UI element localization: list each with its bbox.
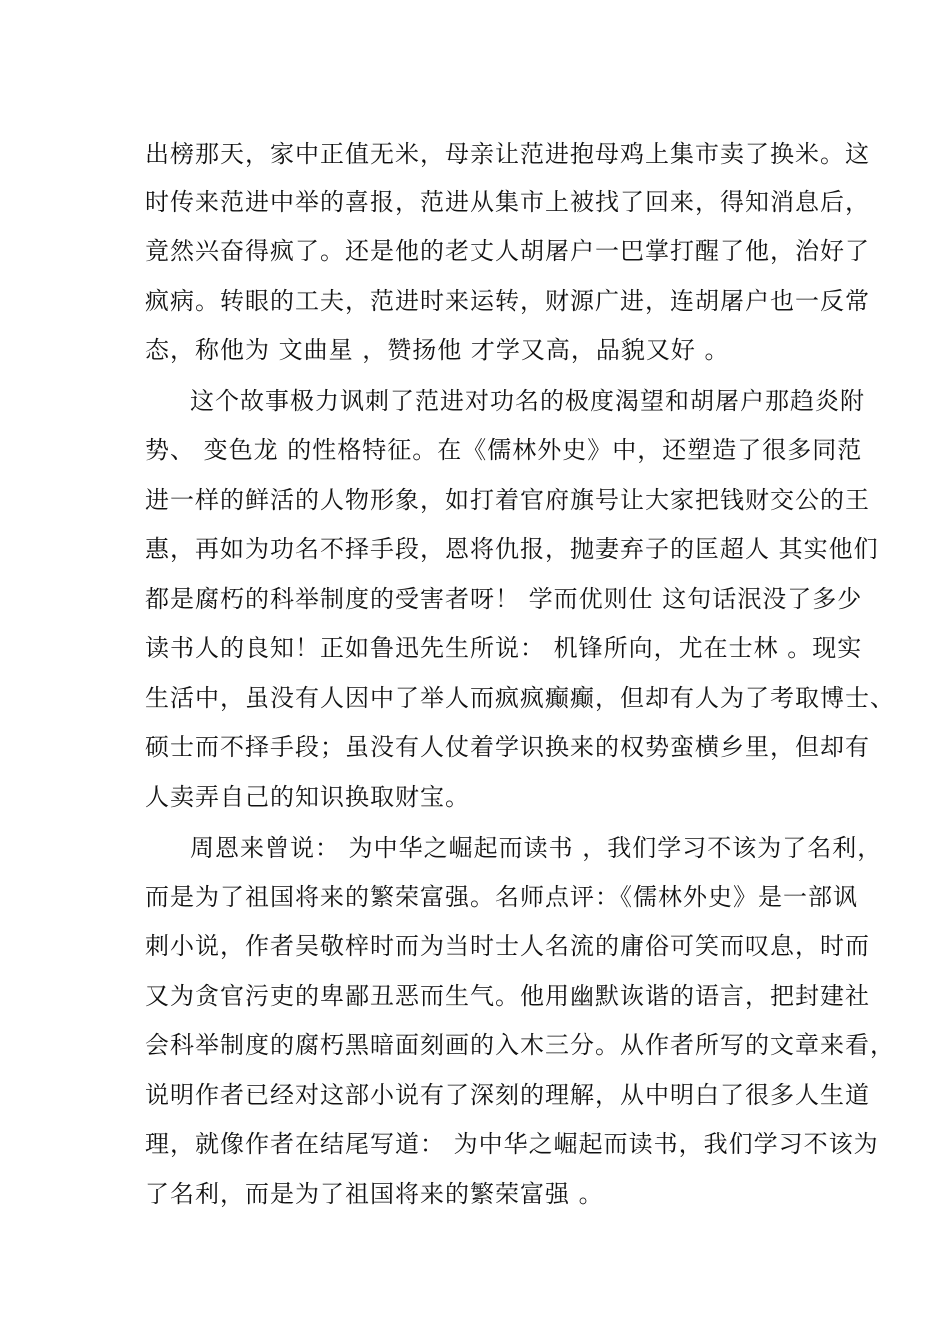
text-line: 惠，再如为功名不择手段，恩将仇报，抛妻弃子的匡超人 其实他们 — [145, 535, 879, 563]
text-line: 了名利，而是为了祖国将来的繁荣富强 。 — [145, 1180, 604, 1208]
text-line: 又为贪官污吏的卑鄙丑恶而生气。他用幽默诙谐的语言，把封建社 — [145, 982, 870, 1010]
text-line: 读书人的良知！正如鲁迅先生所说： 机锋所向，尤在士林 。现实 — [145, 634, 863, 662]
text-line: 出榜那天，家中正值无米，母亲让范进抱母鸡上集市卖了换米。这 — [145, 140, 870, 168]
text-line: 态，称他为 文曲星 ，赞扬他 才学又高，品貌又好 。 — [145, 336, 730, 364]
text-line: 硕士而不择手段；虽没有人仗着学识换来的权势蛮横乡里，但却有 — [145, 733, 870, 761]
text-line: 会科举制度的腐朽黑暗面刻画的入木三分。从作者所写的文章来看， — [145, 1031, 895, 1059]
text-line: 说明作者已经对这部小说有了深刻的理解，从中明白了很多人生道 — [145, 1081, 870, 1109]
text-line: 刺小说，作者吴敬梓时而为当时士人名流的庸俗可笑而叹息，时而 — [145, 932, 870, 960]
paragraph-start-line: 这个故事极力讽刺了范进对功名的极度渴望和胡屠户那趋炎附 — [190, 387, 865, 415]
text-line: 而是为了祖国将来的繁荣富强。名师点评：《儒林外史》是一部讽 — [145, 883, 858, 911]
text-line: 进一样的鲜活的人物形象，如打着官府旗号让大家把钱财交公的王 — [145, 486, 870, 514]
text-line: 生活中，虽没有人因中了举人而疯疯癫癫，但却有人为了考取博士、 — [145, 684, 895, 712]
text-line: 势、 变色龙 的性格特征。在《儒林外史》中，还塑造了很多同范 — [145, 436, 863, 464]
text-line: 都是腐朽的科举制度的受害者呀！ 学而优则仕 这句话泯没了多少 — [145, 585, 863, 613]
text-line: 人卖弄自己的知识换取财宝。 — [145, 783, 470, 811]
text-line: 时传来范进中举的喜报，范进从集市上被找了回来，得知消息后， — [145, 188, 870, 216]
text-line: 竟然兴奋得疯了。还是他的老丈人胡屠户一巴掌打醒了他，治好了 — [145, 237, 870, 265]
paragraph-start-line: 周恩来曾说： 为中华之崛起而读书 ，我们学习不该为了名利， — [190, 834, 883, 862]
text-line: 疯病。转眼的工夫，范进时来运转，财源广进，连胡屠户也一反常 — [145, 287, 870, 315]
text-line: 理，就像作者在结尾写道： 为中华之崛起而读书，我们学习不该为 — [145, 1130, 879, 1158]
